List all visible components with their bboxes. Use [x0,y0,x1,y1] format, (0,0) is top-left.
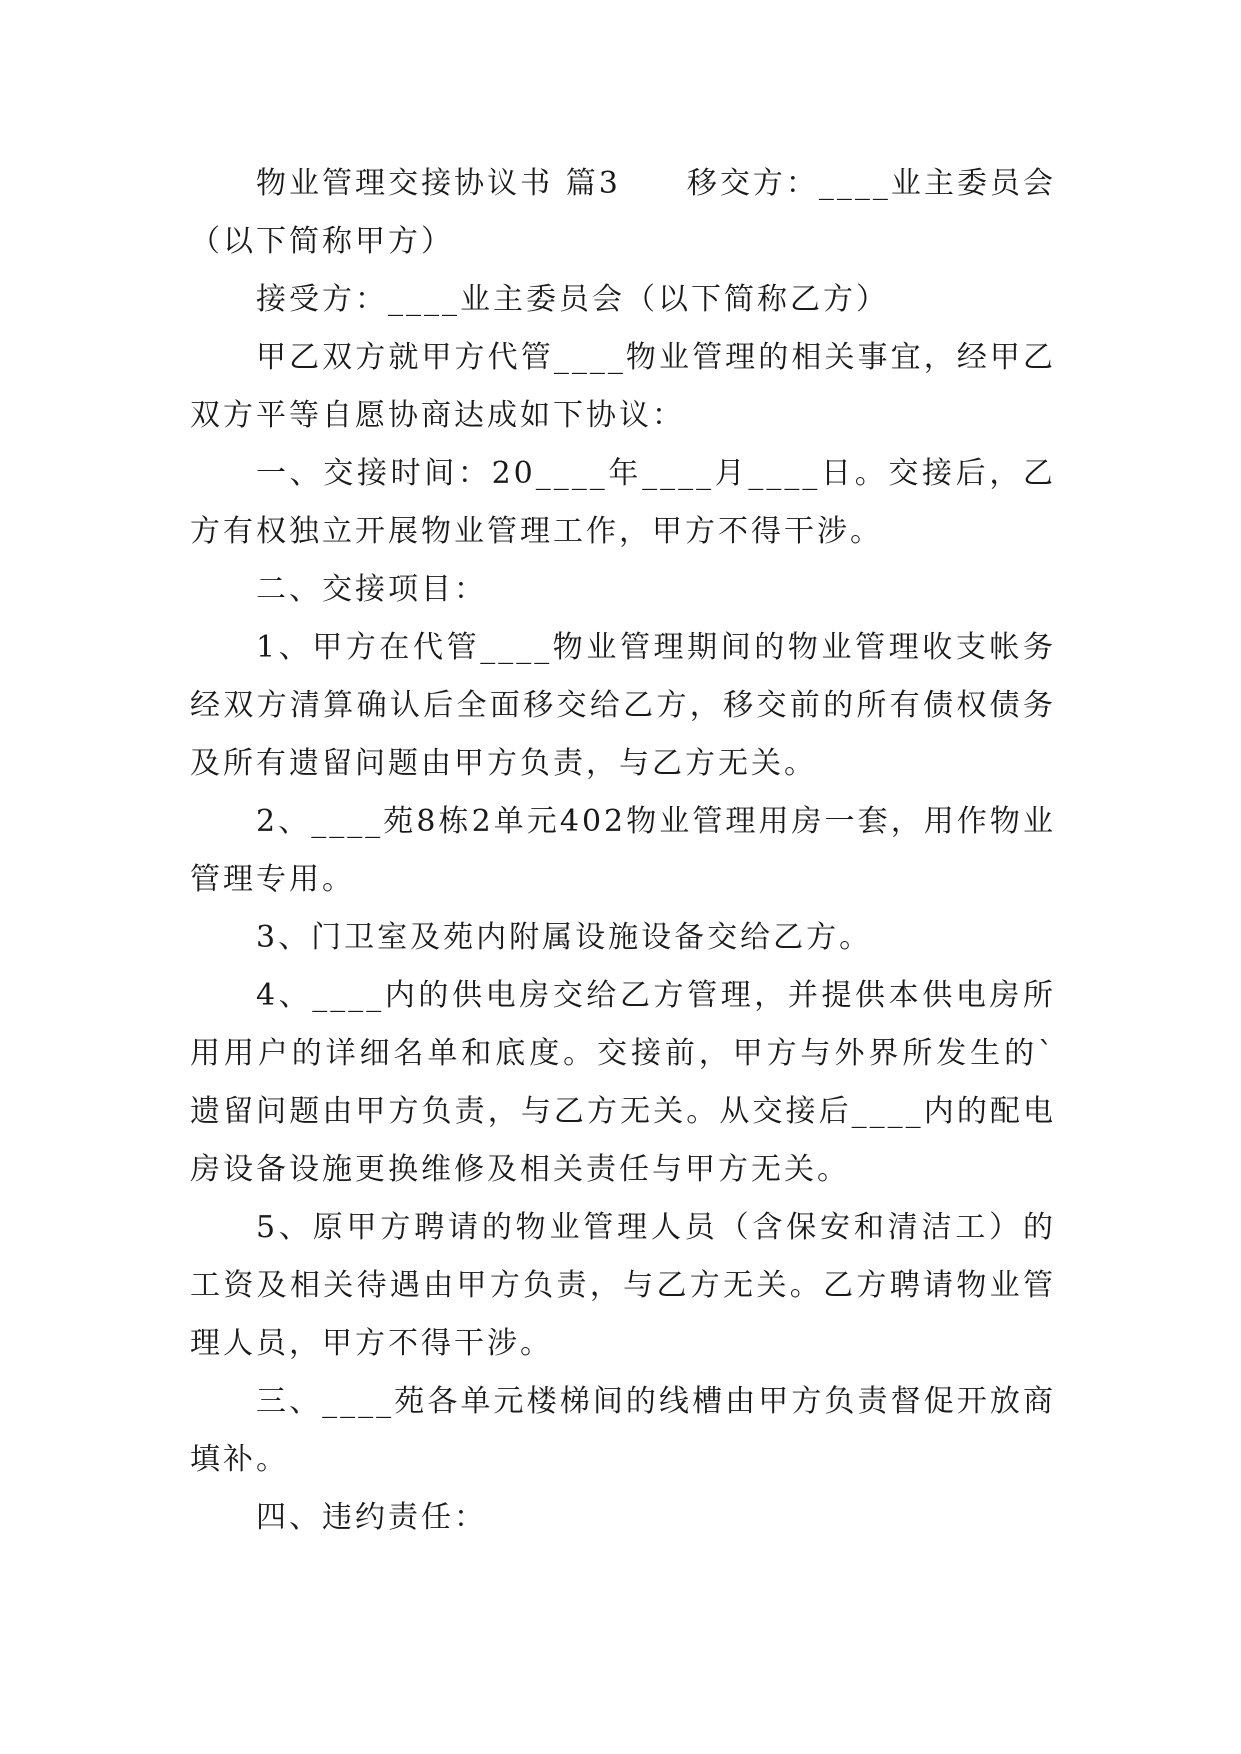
paragraph-item-3: 3、门卫室及苑内附属设施设备交给乙方。 [256,920,873,955]
paragraph-item-5: 5、原甲方聘请的物业管理人员（含保安和清洁工）的工资及相关待遇由甲方负责，与乙方无关。乙方聘请物业管理人员，甲方不得干涉。 [190,1210,1056,1361]
paragraph-item-1: 1、甲方在代管____物业管理期间的物业管理收支帐务经双方清算确认后全面移交给乙方，移交前的所有债权债务及所有遗留问题由甲方负责，与乙方无关。 [190,630,1056,781]
paragraph-title-handover-party: 物业管理交接协议书 篇3 移交方：____业主委员会（以下简称甲方） [190,166,1056,259]
paragraph-agreement-intro: 甲乙双方就甲方代管____物业管理的相关事宜，经甲乙双方平等自愿协商达成如下协议： [190,340,1056,433]
paragraph-handover-time: 一、交接时间：20____年____月____日。交接后，乙方有权独立开展物业管理工作，甲方不得干涉。 [190,456,1056,549]
paragraph-section-3: 三、____苑各单元楼梯间的线槽由甲方负责督促开放商填补。 [190,1384,1056,1477]
paragraph-section-4-heading: 四、违约责任： [256,1500,487,1535]
document-body [190,155,1056,1547]
paragraph-receiving-party: 接受方：____业主委员会（以下简称乙方） [256,282,889,317]
paragraph-item-2: 2、____苑8栋2单元402物业管理用房一套，用作物业管理专用。 [190,804,1056,897]
paragraph-item-4: 4、____内的供电房交给乙方管理，并提供本供电房所用用户的详细名单和底度。交接前，甲方与外界所发生的`遗留问题由甲方负责，与乙方无关。从交接后____内的配电房设备设施更换维修及相关责任与甲方无关。 [190,978,1056,1187]
paragraph-handover-items-heading: 二、交接项目： [256,572,487,607]
